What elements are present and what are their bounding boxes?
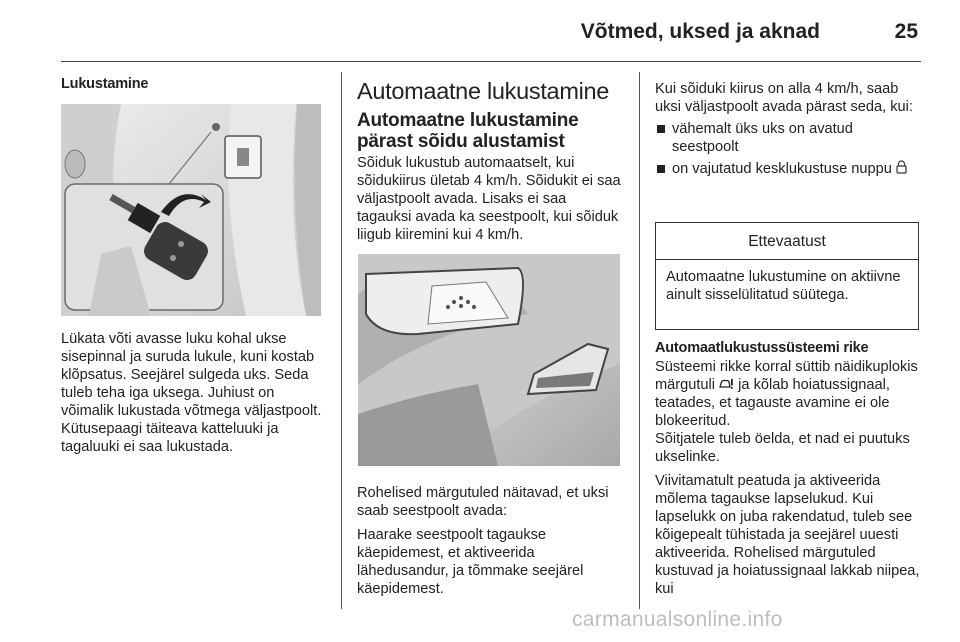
section-subheading-lukustamine: Lukustamine [61, 76, 149, 92]
page-number: 25 [894, 20, 918, 43]
key-in-door-lock-illustration [61, 104, 321, 316]
column-2 [357, 78, 623, 244]
header-divider [61, 61, 921, 62]
lock-button-icon [896, 161, 907, 177]
door-handle-green-indicator-photo [358, 254, 620, 466]
door-handle-drawing [358, 254, 620, 466]
square-bullet-icon [657, 165, 665, 173]
door-lock-drawing [61, 104, 321, 316]
column-2-lower [357, 484, 625, 598]
column-3-lower [655, 340, 923, 598]
column-1-body [61, 330, 331, 456]
passenger-warning-paragraph: Sõitjatele tuleb öelda, et nad ei puutuks ukselinke. [655, 431, 910, 465]
column-divider-2 [639, 72, 640, 609]
section-heading-automaatne-lukustamine: Automaatne lukustamine [357, 78, 610, 104]
section-subheading-rike: Automaatlukustussüsteemi rike [655, 340, 869, 356]
proximity-sensor-paragraph: Haarake seestpoolt tagaukse käepidemest, et aktiveerida lähedusandur, ja tõmmake seejärel käepidemest. [357, 527, 584, 597]
list-item: on vajutatud kesklukustuse nuppu [655, 160, 923, 178]
section-subheading-parast-soidu-alustamist: Automaatne lukustamine pärast sõidu alustamist [357, 110, 579, 152]
condition-list [655, 120, 923, 178]
column-divider-1 [341, 72, 342, 609]
child-lock-paragraph: Viivitamatult peatuda ja aktiveerida mõlema tagaukse lapselukud. Kui lapselukk on juba rakendatud, tuleb see kõigepealt tühistada ja seejärel uuesti aktiveerida. Rohelised märgutuled kustuvad ja hoiatussignaal lakkab niipea, kui [655, 473, 920, 597]
caution-text: Automaatne lukustumine on aktiivne ainult sisselülitatud süütega. [666, 269, 901, 303]
car-warning-icon [719, 377, 738, 393]
page-header-title: Võtmed, uksed ja aknad [580, 20, 820, 43]
caution-title: Ettevaatust [656, 223, 918, 260]
lukustamine-paragraph: Lükata võti avasse luku kohal ukse sisepinnal ja suruda lukule, kuni kostab klõpsatus. Seejärel sulgeda uks. Seda tuleb teha iga uksega. Juhiust on võimalik lukustada võtmega väljastpoolt. Kütusepaagi täiteava katteluuki ja tagaluuki ei saa lukustada. [61, 331, 322, 455]
watermark: carmanualsonline.info [572, 608, 783, 631]
malfunction-paragraph: Süsteemi rikke korral süttib näidikuplokis märgutuli ja kõlab hoiatussignaal, teatades, et tagauste avamine ei ole blokeeritud. [655, 359, 918, 429]
speed-condition-intro: Kui sõiduki kiirus on alla 4 km/h, saab uksi väljastpoolt avada pärast seda, kui: [655, 81, 913, 115]
square-bullet-icon [657, 125, 665, 133]
auto-lock-paragraph: Sõiduk lukustub automaatselt, kui sõidukiirus ületab 4 km/h. Sõidukit ei saa väljastpoolt avada. Lisaks ei saa tagauksi avada ka seestpoolt, kui sõiduk liigub kiiremini kui 4 km/h. [357, 155, 621, 243]
column-3 [655, 80, 923, 178]
column-1 [61, 76, 327, 92]
green-indicator-paragraph: Rohelised märgutuled näitavad, et uksi saab seestpoolt avada: [357, 485, 609, 519]
caution-box [655, 222, 919, 330]
list-item: vähemalt üks uks on avatud seestpoolt [655, 120, 923, 156]
